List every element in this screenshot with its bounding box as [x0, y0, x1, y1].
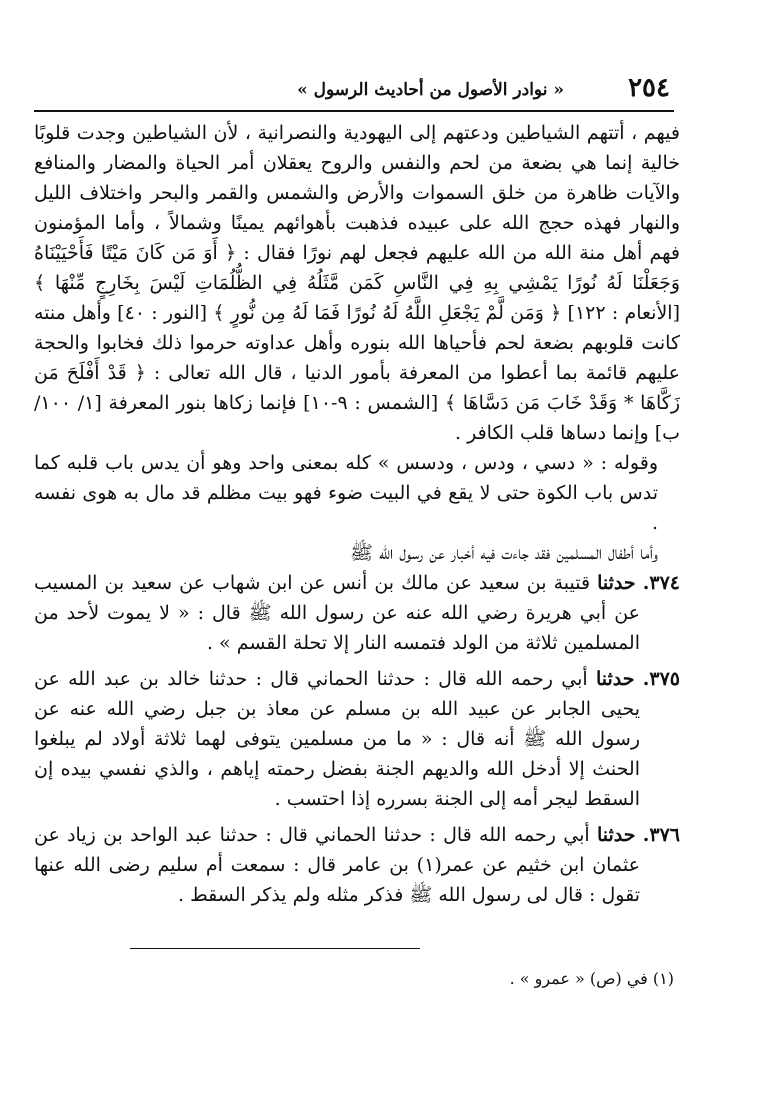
running-title: « نوادر الأصول من أحاديث الرسول »	[297, 80, 564, 100]
hadith-number: ٣٧٦.	[642, 824, 681, 846]
hadith-text: أبي رحمه الله قال : حدثنا الحماني قال : حدثنا عبد الواحد بن زياد عن عثمان ابن خثيم عن عمر(١) بن عامر قال : سمعت أم سليم رضى الله عنها تقول : قال لى رسول الله ﷺ فذكر مثله ولم يذكر السقط .	[34, 824, 640, 906]
footnote-1: (١) في (ص) « عمرو » .	[509, 969, 674, 988]
hadith-number: ٣٧٥.	[642, 668, 681, 690]
hadith-number: ٣٧٤.	[642, 572, 680, 594]
main-text	[34, 118, 680, 910]
hadith-text: قتيبة بن سعيد عن مالك بن أنس عن ابن شهاب عن سعيد بن المسيب عن أبي هريرة رضي الله عنه عن رسول الله ﷺ قال : « لا يموت لأحد من المسلمين ثلاثة من الولد فتمسه النار إلا تحلة القسم » .	[34, 572, 640, 654]
hadith-opener: حدثنا	[595, 668, 635, 690]
page-header	[34, 70, 674, 112]
paragraph-2: وقوله : « دسي ، ودس ، ودسس » كله بمعنى واحد وهو أن يدس باب قلبه كما تدس باب الكوة حتى لا يقع في البيت ضوء فهو بيت مظلم قد مال به هوى نفسه .	[34, 452, 658, 534]
hadith-opener: حدثنا	[596, 824, 636, 846]
paragraph-1: فيهم ، أتتهم الشياطين ودعتهم إلى اليهودية والنصرانية ، لأن الشياطين وجدت قلوبًا خالية إنما هي بضعة من لحم والنفس والروح يعقلان أمر الحياة والمضار والمنافع والآيات ظاهرة من خلق السموات والأرض والشمس والقمر والبحر واختلاف الليل والنهار فهذه حجج الله على عبيده فذهبت بأهوائهم يمينًا وشمالاً ، وأما المؤمنون فهم أهل منة الله من الله عليهم فجعل لهم نورًا فقال : ﴿ أَوَ مَن كَانَ مَيْتًا فَأَحْيَيْنَاهُ وَجَعَلْنَا لَهُ نُورًا يَمْشِي بِهِ فِي النَّاسِ كَمَن مَّثَلُهُ فِي الظُّلُمَاتِ لَيْسَ بِخَارِجٍ مِّنْهَا ﴾ [الأنعام : ١٢٢] ﴿ وَمَن لَّمْ يَجْعَلِ اللَّهُ لَهُ نُورًا فَمَا لَهُ مِن نُّورٍ ﴾ [النور : ٤٠] وأهل منته كانت قلوبهم بضعة لحم فأحياها الله بنوره وأهل عداوته حرموا ذلك فخابوا والحجة عليهم قائمة بما أعطوا من المعرفة بأمور الدنيا ، قال الله تعالى : ﴿ قَدْ أَفْلَحَ مَن زَكَّاهَا * وَقَدْ خَابَ مَن دَسَّاهَا ﴾ [الشمس : ٩-١٠] فإنما زكاها بنور المعرفة [١/ ١٠٠/ ب] وإنما دساها قلب الكافر .	[34, 122, 680, 444]
hadith-374	[34, 568, 680, 658]
hadith-376	[34, 820, 680, 910]
hadith-opener: حدثنا	[597, 572, 636, 594]
hadith-375	[34, 664, 680, 814]
page-number: ٢٥٤	[628, 73, 670, 103]
footnote-divider	[130, 948, 420, 949]
paragraph-3: وأما أطفال المسلمين فقد جاءت فيه أخبار عن رسول الله ﷺ	[350, 542, 658, 564]
hadith-text: أبي رحمه الله قال : حدثنا الحماني قال : حدثنا خالد بن عبد الله عن يحيى الجابر عن عبيد الله بن مسلم عن معاذ بن جبل رضي الله عنه عن رسول الله ﷺ أنه قال : « ما من مسلمين يتوفى لهما ثلاثة أولاد لم يبلغوا الحنث إلا أدخل الله والديهم الجنة بفضل رحمته إياهم ، والذي نفسي بيده إن السقط ليجر أمه إلى الجنة بسرره إذا احتسب .	[34, 668, 640, 810]
